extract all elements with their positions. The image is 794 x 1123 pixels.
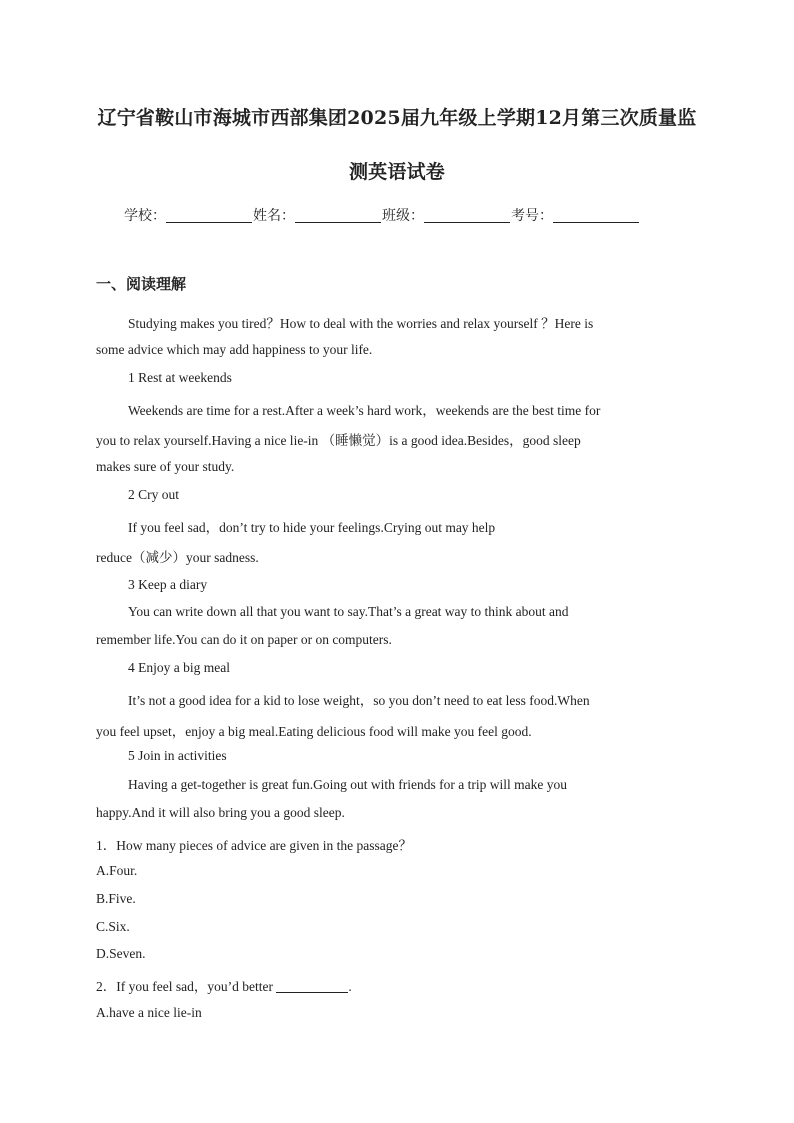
exam-number-label: 考号： xyxy=(511,208,553,224)
student-info-fields xyxy=(124,205,684,225)
advice-5-line2: happy.And it will also bring you a good sleep. xyxy=(96,805,345,820)
exam-number-blank[interactable] xyxy=(553,208,639,223)
advice-1-line2: you to relax yourself.Having a nice lie-in （睡懒觉）is a good idea.Besides，good sleep xyxy=(96,433,581,448)
advice-2-line2: reduce（减少）your sadness. xyxy=(96,550,259,565)
advice-4-line1: It’s not a good idea for a kid to lose weight，so you don’t need to eat less food.When xyxy=(128,693,590,708)
advice-heading-5: 5 Join in activities xyxy=(128,748,227,763)
school-blank[interactable] xyxy=(166,208,252,223)
advice-3-line2: remember life.You can do it on paper or on computers. xyxy=(96,632,392,647)
advice-4-line2: you feel upset，enjoy a big meal.Eating delicious food will make you feel good. xyxy=(96,724,532,739)
name-label: 姓名： xyxy=(253,208,295,224)
question-2-stem-end: . xyxy=(348,979,352,994)
advice-heading-3: 3 Keep a diary xyxy=(128,577,208,592)
question-2-answer-blank[interactable] xyxy=(276,980,348,993)
question-1-stem: 1．How many pieces of advice are given in the passage？ xyxy=(96,838,413,853)
advice-1-line3: makes sure of your study. xyxy=(96,459,235,474)
class-blank[interactable] xyxy=(424,208,510,223)
question-2-stem: 2．If you feel sad，you’d better xyxy=(96,979,273,994)
name-blank[interactable] xyxy=(295,208,381,223)
question-1-option-a[interactable]: A.Four. xyxy=(96,863,138,878)
school-label: 学校： xyxy=(124,208,166,224)
question-1-option-d[interactable]: D.Seven. xyxy=(96,946,146,961)
advice-heading-1: 1 Rest at weekends xyxy=(128,370,232,385)
question-1-option-b[interactable]: B.Five. xyxy=(96,891,136,906)
question-1-option-c[interactable]: C.Six. xyxy=(96,919,130,934)
advice-5-line1: Having a get-together is great fun.Going out with friends for a trip will make you xyxy=(128,777,568,792)
passage-intro-line1: Studying makes you tired？How to deal with the worries and relax yourself ？Here is xyxy=(128,316,594,331)
advice-2-line1: If you feel sad，don’t try to hide your feelings.Crying out may help xyxy=(128,520,496,535)
question-2-stem-row xyxy=(96,975,352,995)
advice-3-line1: You can write down all that you want to say.That’s a great way to think about and xyxy=(128,604,569,619)
question-2-option-a[interactable]: A.have a nice lie-in xyxy=(96,1005,202,1020)
passage-intro-line2: some advice which may add happiness to your life. xyxy=(96,342,373,357)
advice-heading-2: 2 Cry out xyxy=(128,487,180,502)
advice-1-line1: Weekends are time for a rest.After a week’s hard work，weekends are the best time for xyxy=(128,403,601,418)
advice-heading-4: 4 Enjoy a big meal xyxy=(128,660,230,675)
exam-title-line2: 测英语试卷 xyxy=(348,161,445,183)
section-heading: 一、阅读理解 xyxy=(96,275,187,293)
class-label: 班级： xyxy=(382,208,424,224)
exam-title-line1: 辽宁省鞍山市海城市西部集团2025届九年级上学期12月第三次质量监 xyxy=(97,107,697,129)
